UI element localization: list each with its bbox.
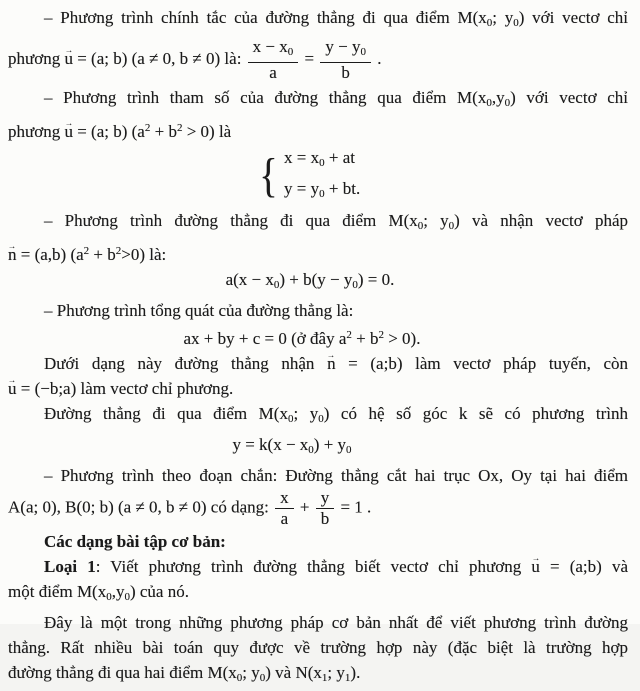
- text-run: ) và N(x: [265, 663, 322, 682]
- text-run: ; y: [242, 663, 260, 682]
- subscript: 0: [352, 279, 358, 291]
- text-run: Đây là một trong những phương pháp cơ bản nhất để viết phương trình đường: [44, 613, 628, 632]
- text-line: [8, 660, 628, 691]
- text-run: ) = 0.: [357, 270, 395, 289]
- text-line: [8, 5, 628, 36]
- superscript: 2: [83, 245, 90, 257]
- text-run: b: [320, 509, 330, 528]
- superscript: 2: [346, 329, 352, 341]
- vector-symbol: u →: [8, 376, 17, 401]
- text-run: b: [341, 63, 350, 82]
- formula-line: [0, 267, 620, 298]
- text-run: ; y: [293, 404, 319, 423]
- text-line: [8, 401, 628, 432]
- text-run: ; y: [492, 8, 514, 27]
- text-line: [8, 376, 628, 401]
- fraction-denominator: [341, 63, 350, 82]
- vector-symbol: u →: [64, 119, 73, 144]
- system-rows: [284, 146, 360, 206]
- text-run: a(x − x: [225, 270, 274, 289]
- text-run: x: [280, 488, 289, 507]
- subscript: 1: [321, 672, 328, 684]
- text-run: y = y: [284, 179, 320, 198]
- subscript: 0: [319, 188, 325, 200]
- text-line: [8, 116, 628, 144]
- text-run: Loại 1: [44, 557, 96, 576]
- text-run: ,y: [111, 582, 125, 601]
- text-run: >0) là:: [121, 245, 167, 264]
- fraction-numerator: [320, 38, 371, 63]
- text-run: – Phương trình tham số của đường thẳng qua điểm M(x: [44, 88, 487, 107]
- text-run: y − y: [325, 37, 361, 56]
- superscript: 2: [115, 245, 122, 257]
- text-run: : Viết phương trình đường thẳng biết vectơ chỉ phương: [95, 557, 532, 576]
- vector-symbol: n →: [8, 242, 17, 267]
- subscript: 0: [106, 591, 112, 603]
- text-line: [8, 635, 628, 660]
- text-run: + b: [89, 245, 116, 264]
- subscript: 0: [319, 157, 325, 169]
- text-run: x = x: [284, 148, 320, 167]
- math-fraction: [275, 489, 294, 528]
- subscript: 0: [236, 672, 243, 684]
- subscript: 0: [287, 46, 294, 58]
- text-run: ,y: [491, 88, 505, 107]
- text-run: > 0) là: [182, 122, 232, 141]
- brace-symbol: {: [259, 149, 278, 202]
- equation-system: [257, 146, 360, 206]
- text-run: = (a; b) (a: [72, 122, 145, 141]
- subscript: 0: [273, 279, 280, 291]
- text-run: Dưới dạng này đường thẳng nhận: [44, 354, 328, 373]
- text-run: = (a,b) (a: [16, 245, 84, 264]
- text-line: [8, 208, 628, 239]
- text-run: Các dạng bài tập cơ bản:: [44, 532, 226, 551]
- text-run: = (a;b) làm vectơ pháp tuyến, còn: [335, 354, 629, 373]
- text-run: ).: [350, 663, 361, 682]
- text-run: ) + b(y − y: [279, 270, 353, 289]
- fraction-numerator: [275, 489, 294, 509]
- text-run: phương: [8, 48, 65, 68]
- text-run: a: [280, 509, 289, 528]
- system-row: [284, 146, 360, 175]
- fraction-numerator: [316, 489, 335, 509]
- text-run: ; y: [327, 663, 345, 682]
- text-run: + bt.: [324, 179, 361, 198]
- subscript: 0: [504, 97, 511, 109]
- text-run: ) của nó.: [129, 582, 189, 601]
- fraction-denominator: [321, 509, 330, 528]
- text-line: [8, 554, 628, 579]
- subscript: 0: [486, 97, 492, 109]
- fraction-denominator: [281, 509, 289, 528]
- vector-symbol: u →: [531, 554, 540, 579]
- text-run: ) có hệ số góc k sẽ có phương trình: [323, 404, 628, 423]
- text-line: [8, 489, 628, 528]
- subscript: 0: [124, 591, 130, 603]
- text-run: + at: [324, 148, 355, 167]
- equation-system-line: [8, 146, 628, 206]
- text-run: một điểm M(x: [8, 582, 107, 601]
- text-run: = (a;b) và: [539, 557, 629, 576]
- text-run: = 1 .: [336, 497, 372, 517]
- text-run: A(a; 0), B(0; b) (a ≠ 0, b ≠ 0) có dạng:: [8, 497, 274, 517]
- text-run: phương: [8, 122, 65, 141]
- formula-line: [0, 432, 602, 463]
- text-run: = (−b;a) làm vectơ chỉ phương.: [16, 379, 234, 398]
- text-run: .: [372, 48, 382, 68]
- text-run: =: [300, 48, 319, 68]
- text-run: – Phương trình chính tắc của đường thẳng đi qua điểm M(x: [44, 8, 487, 27]
- text-run: + b: [351, 329, 379, 348]
- subscript: 0: [486, 17, 493, 29]
- superscript: 2: [176, 122, 183, 134]
- text-run: > 0).: [383, 329, 421, 348]
- text-run: +: [295, 497, 314, 517]
- subscript: 0: [360, 46, 366, 58]
- subscript: 0: [318, 413, 324, 425]
- fraction-numerator: [248, 38, 299, 63]
- heading-line: [8, 529, 628, 554]
- text-line: [8, 239, 628, 267]
- text-run: thẳng. Rất nhiều bài toán quy được về trường hợp này (đặc biệt là trường hợp: [8, 638, 628, 657]
- vector-symbol: n →: [327, 351, 336, 376]
- text-run: x − x: [252, 37, 288, 56]
- text-run: ) với vectơ chỉ: [518, 8, 628, 27]
- subscript: 1: [344, 672, 351, 684]
- subscript: 0: [448, 220, 455, 232]
- system-row: [284, 177, 360, 206]
- text-run: ) với vectơ chỉ: [510, 88, 628, 107]
- subscript: 0: [346, 444, 352, 456]
- text-run: đường thẳng đi qua hai điểm M(x: [8, 663, 237, 682]
- text-run: y = k(x − x: [232, 435, 309, 454]
- bold-text: [44, 532, 226, 551]
- math-fraction: [316, 489, 335, 528]
- text-run: – Phương trình theo đoạn chắn: Đường thẳng cắt hai trục Ox, Oy tại hai điểm: [44, 466, 628, 485]
- math-fraction: [248, 38, 299, 82]
- text-run: ; y: [423, 211, 449, 230]
- formula-line: [0, 323, 612, 351]
- superscript: 2: [144, 122, 151, 134]
- superscript: 2: [378, 329, 384, 341]
- text-line: [8, 351, 628, 376]
- text-run: a: [269, 63, 277, 82]
- subscript: 0: [513, 17, 519, 29]
- text-line: [8, 463, 628, 488]
- text-run: + b: [150, 122, 177, 141]
- text-line: [8, 85, 628, 116]
- subscript: 0: [259, 672, 266, 684]
- text-run: ax + by + c = 0 (ở đây a: [183, 329, 347, 348]
- fraction-denominator: [269, 63, 277, 82]
- math-fraction: [320, 38, 371, 82]
- text-run: ) và nhận vectơ pháp: [454, 211, 628, 230]
- subscript: 0: [287, 413, 294, 425]
- vector-symbol: u →: [64, 46, 73, 71]
- text-run: – Phương trình tổng quát của đường thẳng là:: [44, 301, 354, 320]
- subscript: 0: [417, 220, 424, 232]
- text-run: = (a; b) (a ≠ 0, b ≠ 0) là:: [72, 48, 246, 68]
- subscript: 0: [308, 444, 314, 456]
- text-run: ) + y: [313, 435, 347, 454]
- bold-text: [44, 557, 96, 576]
- text-line: [8, 579, 628, 610]
- text-run: y: [320, 488, 330, 507]
- text-line: [8, 38, 628, 82]
- text-line: [8, 610, 628, 635]
- text-line: [8, 298, 628, 323]
- text-run: – Phương trình đường thẳng đi qua điểm M(x: [44, 211, 418, 230]
- text-run: Đường thẳng đi qua điểm M(x: [44, 404, 288, 423]
